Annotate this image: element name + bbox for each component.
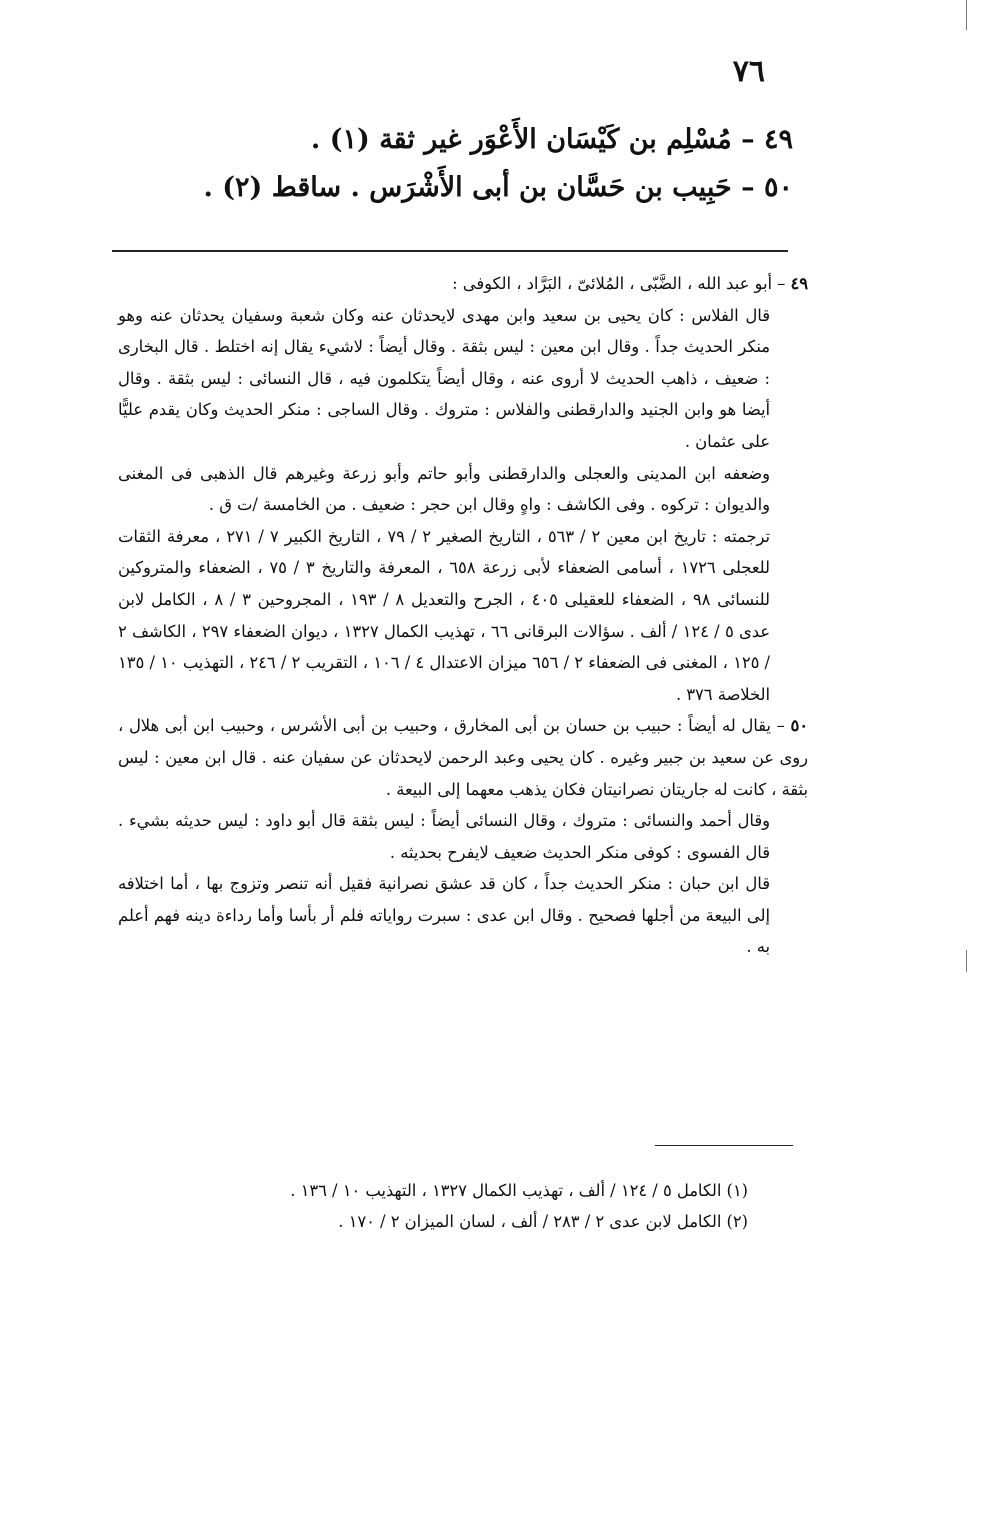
note-49-intro bbox=[118, 268, 808, 300]
section-divider bbox=[112, 250, 788, 252]
note-50-paragraph-1-text: – يقال له أيضاً : حبيب بن حسان بن أبى المخارق ، وحبيب بن أبى الأشرس ، وحبيب ابن أبى هلال ، روى عن سعيد بن جبير وغيره . كان يحيى وعبد الرحمن لايحدثان عن سفيان عنه . قال ابن معين : ليس بثقة ، كانت له جاريتان نصرانيتان فكان يذهب معهما إلى البيعة . bbox=[118, 716, 808, 799]
scan-edge-mark bbox=[966, 0, 967, 30]
note-49-paragraph-2: وضعفه ابن المدينى والعجلى والدارقطنى وأبو حاتم وأبو زرعة وغيرهم قال الذهبى فى المغنى والديوان : تركوه . وفى الكاشف : واهٍ وقال ابن حجر : ضعيف . من الخامسة /ت ق . bbox=[118, 463, 770, 515]
footnote-divider bbox=[655, 1145, 793, 1146]
scan-edge-mark bbox=[966, 950, 967, 972]
note-49-paragraph-1: قال الفلاس : كان يحيى بن سعيد وابن مهدى لايحدثان عنه وكان شعبة وسفيان يحدثان عنه وهو منكر الحديث جداً . وقال ابن معين : ليس بثقة . وقال أيضاً : لاشيء يقال إنه اختلط . قال البخارى : ضعيف ، ذاهب الحديث لا أروى عنه ، وقال أيضاً يتكلمون فيه ، قال النسائى : ليس بثقة . وقال أيضا هو وابن الجنيد والدارقطنى والفلاس : متروك . وقال الساجى : منكر الحديث وكان يقدم عليًّا على عثمان . bbox=[118, 305, 770, 451]
note-49-intro-text: – أبو عبد الله ، الضَّبّى ، المُلائىّ ، البَرَّاد ، الكوفى : bbox=[452, 274, 786, 293]
footnote-2: (٢) الكامل لابن عدى ٢ / ٢٨٣ / ألف ، لسان الميزان ٢ / ١٧٠ . bbox=[338, 1212, 748, 1231]
entry-50-text: – حَبِيب بن حَسَّان بن أبى الأَشْرَس . ساقط (٢) . bbox=[203, 172, 755, 203]
note-49-number: ٤٩ bbox=[790, 274, 808, 293]
footnotes bbox=[88, 1175, 748, 1237]
entry-49 bbox=[153, 118, 793, 162]
entry-50-number: ٥٠ bbox=[763, 172, 793, 203]
commentary bbox=[118, 268, 808, 963]
page-number: ٧٦ bbox=[732, 54, 765, 89]
note-50-number: ٥٠ bbox=[790, 716, 808, 736]
note-50-paragraph-2: وقال أحمد والنسائى : متروك ، وقال النسائى أيضاً : ليس بثقة قال أبو داود : ليس حديثه بشيء . قال الفسوى : كوفى منكر الحديث ضعيف لايفرح بحديثه . bbox=[118, 811, 770, 862]
entry-50 bbox=[153, 166, 793, 210]
footnote-1: (١) الكامل ٥ / ١٢٤ / ألف ، تهذيب الكمال ١٣٢٧ ، التهذيب ١٠ / ١٣٦ . bbox=[290, 1181, 748, 1200]
entry-49-text: – مُسْلِم بن كَيْسَان الأَعْوَر غير ثقة (١) . bbox=[310, 124, 755, 155]
note-50-paragraph-3: قال ابن حبان : منكر الحديث جداً ، كان قد عشق نصرانية فقيل أنه تنصر وتزوج بها ، أما اختلافه إلى البيعة من أجلها فصحيح . وقال ابن عدى : سبرت رواياته فلم أر بأسا وأما رداءة دينه فهم أعلم به . bbox=[118, 874, 770, 957]
note-50-paragraph-1 bbox=[118, 710, 808, 805]
note-49-paragraph-3: ترجمته : تاريخ ابن معين ٢ / ٥٦٣ ، التاريخ الصغير ٢ / ٧٩ ، التاريخ الكبير ٧ / ٢٧١ ، معرفة الثقات للعجلى ١٧٢٦ ، أسامى الضعفاء لأبى زرعة ٦٥٨ ، المعرفة والتاريخ ٣ / ٧٥ ، الضعفاء والمتروكين للنسائى ٩٨ ، الضعفاء للعقيلى ٤٠٥ ، الجرح والتعديل ٨ / ١٩٣ ، المجروحين ٣ / ٨ ، الكامل لابن عدى ٥ / ١٢٤ / ألف . سؤالات البرقانى ٦٦ ، تهذيب الكمال ١٣٢٧ ، ديوان الضعفاء ٢٩٧ ، الكاشف ٢ / ١٢٥ ، المغنى فى الضعفاء ٢ / ٦٥٦ ميزان الاعتدال ٤ / ١٠٦ ، التقريب ٢ / ٢٤٦ ، التهذيب ١٠ / ١٣٥ الخلاصة ٣٧٦ . bbox=[118, 526, 771, 704]
entry-49-number: ٤٩ bbox=[763, 124, 793, 155]
